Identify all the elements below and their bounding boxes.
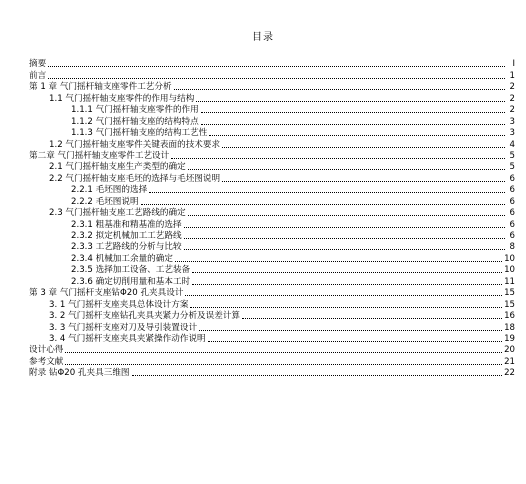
toc-entry[interactable] — [29, 115, 515, 126]
toc-entry-page-number: 18 — [504, 322, 515, 333]
toc-leader-dots — [188, 215, 505, 216]
toc-leader-dots — [184, 249, 505, 250]
toc-entry[interactable] — [29, 184, 515, 195]
toc-entry-label: 第 1 章 气门摇杆轴支座零件工艺分析 — [29, 82, 172, 93]
toc-entry-label: 2.3 气门摇杆轴支座工艺路线的确定 — [49, 208, 186, 219]
toc-entry-label: 摘要 — [29, 59, 47, 70]
toc-entry[interactable] — [29, 264, 515, 275]
toc-leader-dots — [201, 124, 505, 125]
toc-entry-label: 1.1.2 气门摇杆轴支座的结构特点 — [71, 116, 199, 127]
toc-entry-label: 1.1.3 气门摇杆轴支座的结构工艺性 — [71, 128, 208, 139]
toc-entry-label: 2.3.2 拟定机械加工工艺路线 — [71, 231, 182, 241]
toc-entry-label: 1.2 气门摇杆轴支座零件关键表面的技术要求 — [49, 139, 221, 150]
toc-entry-label: 1.1 气门摇杆轴支座零件的作用与结构 — [49, 93, 195, 104]
toc-leader-dots — [175, 261, 502, 262]
toc-title: 目录 — [252, 32, 274, 43]
toc-leader-dots — [209, 135, 505, 136]
toc-leader-dots — [184, 238, 505, 239]
toc-entry-page-number: 15 — [504, 288, 515, 299]
toc-entry-label: 1.1.1 气门摇杆轴支座零件的作用 — [71, 105, 199, 116]
toc-entry-page-number: 10 — [504, 265, 515, 276]
toc-entry-label: 2.3.4 机械加工余量的确定 — [71, 253, 173, 264]
toc-entry[interactable] — [29, 355, 515, 366]
toc-entry-page-number: 1 — [509, 70, 515, 81]
toc-leader-dots — [199, 330, 502, 331]
toc-entry-label: 3. 3 气门摇杆支座对刀及导引装置设计 — [49, 322, 198, 333]
toc-entry[interactable] — [29, 172, 515, 183]
toc-leader-dots — [192, 272, 502, 273]
toc-entry-label: 3. 4 气门摇杆支座夹具夹紧操作动作说明 — [49, 333, 206, 344]
toc-leader-dots — [141, 204, 505, 205]
toc-entry-page-number: 6 — [509, 219, 515, 230]
toc-entry-page-number: 22 — [504, 368, 515, 379]
toc-entry[interactable] — [29, 127, 515, 138]
toc-entry-page-number: 6 — [509, 173, 515, 184]
toc-entry[interactable] — [29, 321, 515, 332]
toc-entry-page-number: 3 — [509, 128, 515, 139]
toc-leader-dots — [208, 341, 502, 342]
toc-leader-dots — [48, 66, 505, 67]
toc-entry[interactable] — [29, 218, 515, 229]
toc-entry-label: 前言 — [29, 70, 47, 81]
toc-leader-dots — [201, 112, 505, 113]
toc-leader-dots — [190, 307, 502, 308]
toc-entry-page-number: 6 — [509, 185, 515, 196]
toc-entry-label: 附录 钻Φ20 孔夹具三维图 — [29, 368, 130, 379]
toc-entry-label: 3. 2 气门摇杆支座钻孔夹具夹紧力分析及误差计算 — [49, 311, 241, 322]
toc-entry-page-number: 20 — [504, 345, 515, 356]
toc-entry-label: 2.2 气门摇杆轴支座毛坯的选择与毛坯图说明 — [49, 173, 221, 184]
toc-entry-label: 第二章 气门摇杆轴支座零件工艺设计 — [29, 150, 170, 161]
toc-entry[interactable] — [29, 275, 515, 286]
toc-entry-page-number: 4 — [509, 139, 515, 150]
toc-entry-page-number: 16 — [504, 311, 515, 322]
toc-entry[interactable] — [29, 298, 515, 309]
toc-leader-dots — [171, 158, 505, 159]
toc-entry[interactable] — [29, 333, 515, 344]
toc-entry[interactable] — [29, 230, 515, 241]
toc-leader-dots — [222, 147, 505, 148]
toc-entry-page-number: 21 — [504, 356, 515, 367]
toc-entry-page-number: 6 — [509, 208, 515, 219]
toc-leader-dots — [242, 318, 502, 319]
toc-leader-dots — [184, 227, 505, 228]
toc-entry[interactable] — [29, 104, 515, 115]
toc-entry[interactable] — [29, 287, 515, 298]
toc-leader-dots — [132, 375, 503, 376]
toc-leader-dots — [65, 364, 502, 365]
toc-leader-dots — [149, 192, 505, 193]
toc-entry[interactable] — [29, 150, 515, 161]
toc-entry-label: 2.2.1 毛坯图的选择 — [71, 185, 148, 196]
toc-entry-page-number: 6 — [509, 196, 515, 207]
toc-entry[interactable] — [29, 252, 515, 263]
toc-entry-page-number: 6 — [509, 231, 515, 241]
toc-entry[interactable] — [29, 161, 515, 172]
toc-entry[interactable] — [29, 241, 515, 252]
toc-leader-dots — [192, 284, 502, 285]
toc-entry-label: 2.3.5 选择加工设备、工艺装备 — [71, 265, 191, 276]
table-of-contents — [29, 58, 515, 378]
toc-entry-label: 2.3.3 工艺路线的分析与比较 — [71, 242, 182, 253]
toc-entry-page-number: 8 — [509, 242, 515, 253]
toc-entry-label: 参考文献 — [29, 356, 64, 367]
toc-leader-dots — [185, 295, 502, 296]
toc-entry-page-number: I — [512, 59, 515, 70]
toc-entry-label: 2.1 气门摇杆轴支座生产类型的确定 — [49, 162, 186, 173]
toc-entry[interactable] — [29, 138, 515, 149]
toc-leader-dots — [188, 169, 505, 170]
toc-entry-page-number: 5 — [509, 150, 515, 161]
toc-entry-label: 2.3.1 粗基准和精基准的选择 — [71, 219, 182, 230]
toc-entry-page-number: 3 — [509, 116, 515, 127]
toc-entry[interactable] — [29, 69, 515, 80]
toc-entry-page-number: 10 — [504, 253, 515, 264]
toc-entry[interactable] — [29, 58, 515, 69]
toc-entry-label: 2.3.6 确定切削用量和基本工时 — [71, 276, 191, 287]
toc-leader-dots — [48, 78, 505, 79]
toc-leader-dots — [174, 89, 505, 90]
toc-leader-dots — [196, 101, 505, 102]
toc-entry-label: 2.2.2 毛坯图说明 — [71, 196, 139, 207]
toc-entry[interactable] — [29, 81, 515, 92]
toc-leader-dots — [65, 352, 502, 353]
toc-entry[interactable] — [29, 195, 515, 206]
toc-entry[interactable] — [29, 344, 515, 355]
toc-entry-page-number: 5 — [509, 162, 515, 173]
toc-entry-page-number: 15 — [504, 299, 515, 310]
toc-leader-dots — [222, 181, 505, 182]
toc-entry-page-number: 2 — [509, 93, 515, 104]
toc-entry[interactable] — [29, 310, 515, 321]
toc-entry-page-number: 2 — [509, 82, 515, 93]
toc-entry[interactable] — [29, 92, 515, 103]
toc-entry-label: 第 3 章 气门摇杆支座钻Φ20 孔夹具设计 — [29, 288, 184, 299]
toc-entry[interactable] — [29, 207, 515, 218]
toc-entry-label: 3. 1 气门摇杆支座夹具总体设计方案 — [49, 299, 189, 310]
toc-entry-label: 设计心得 — [29, 345, 64, 356]
toc-entry-page-number: 19 — [504, 333, 515, 344]
toc-entry[interactable] — [29, 367, 515, 378]
toc-entry-page-number: 11 — [504, 276, 515, 287]
toc-entry-page-number: 2 — [509, 105, 515, 116]
